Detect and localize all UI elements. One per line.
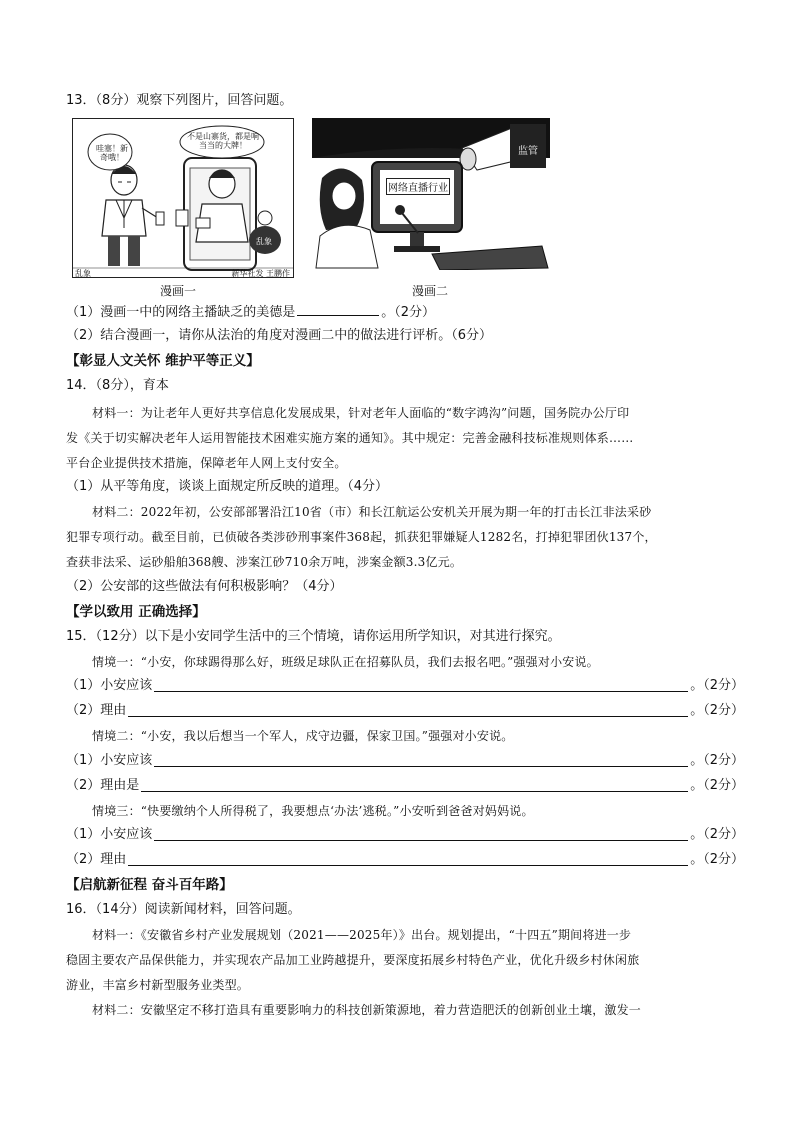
q14-material1-line1: 材料一：为让老年人更好共享信息化发展成果，针对老年人面临的“数字鸿沟”问题，国务院办公厅印 xyxy=(92,406,630,420)
cartoon-one-corner-left: 乱象 xyxy=(75,269,91,278)
q15-s3-a-blank[interactable] xyxy=(154,827,688,841)
q15-s2-b-blank[interactable] xyxy=(141,778,688,792)
q16-material1-line1: 材料一：《安徽省乡村产业发展规划（2021——2025年）》出台。规划提出，“十四五”期间将进一步 xyxy=(92,928,632,942)
q13-sub1-prefix: （1）漫画一中的网络主播缺乏的美德是 xyxy=(66,305,296,320)
q14-sub1: （1）从平等角度，谈谈上面规定所反映的道理。（4分） xyxy=(66,479,389,494)
cartoon-two xyxy=(312,118,550,270)
q15-s2-a-blank[interactable] xyxy=(154,753,688,767)
cartoon-one-credit: 新华社发 王鹏作 xyxy=(231,269,290,278)
q15-scenario3-answer1 xyxy=(66,826,744,844)
q15-scenario2: 情境二：“小安，我以后想当一个军人，戍守边疆，保家卫国。”强强对小安说。 xyxy=(92,729,514,743)
q16-material1-line2: 稳固主要农产品保供能力，并实现农产品加工业跨越提升，要深度拓展乡村特色产业，优化升级乡村休闲旅 xyxy=(66,953,640,967)
q13-sub1-suffix: 。（2分） xyxy=(381,305,436,320)
q15-s2-b-tail: 。（2分） xyxy=(690,778,744,793)
q15-title: 15．（12分）以下是小安同学生活中的三个情境，请你运用所学知识，对其进行探究。 xyxy=(66,629,561,644)
q15-s3-b-label: （2）理由 xyxy=(66,852,127,867)
cartoon-two-lamp-label: 监管 xyxy=(518,146,538,157)
q13-sub2: （2）结合漫画一，请你从法治的角度对漫画二中的做法进行评析。（6分） xyxy=(66,328,493,343)
q15-s3-b-blank[interactable] xyxy=(128,852,688,866)
cartoon-one xyxy=(72,118,294,278)
q13-sub1-blank[interactable] xyxy=(297,302,379,316)
q15-s3-a-label: （1）小安应该 xyxy=(66,827,153,842)
q14-title: 14．（8分），育本 xyxy=(66,378,169,393)
q15-s2-a-tail: 。（2分） xyxy=(690,753,744,768)
q15-scenario1-answer2 xyxy=(66,702,744,720)
q15-s1-b-tail: 。（2分） xyxy=(690,703,744,718)
cartoon-two-screen-label: 网络直播行业 xyxy=(386,178,450,195)
q15-s2-b-label: （2）理由是 xyxy=(66,778,140,793)
section-heading-choice: 【学以致用 正确选择】 xyxy=(66,604,206,620)
q14-sub2: （2）公安部的这些做法有何积极影响？（4分） xyxy=(66,579,343,594)
cartoon-two-caption: 漫画二 xyxy=(412,284,449,298)
q15-s1-b-blank[interactable] xyxy=(128,703,688,717)
q15-scenario3-answer2 xyxy=(66,851,744,869)
q16-title: 16．（14分）阅读新闻材料，回答问题。 xyxy=(66,902,301,917)
q16-material2-line1: 材料二：安徽坚定不移打造具有重要影响力的科技创新策源地，着力营造肥沃的创新创业土壤，激发一 xyxy=(92,1003,642,1017)
cartoon-one-caption: 漫画一 xyxy=(160,284,197,298)
q15-scenario3: 情境三：“快要缴纳个人所得税了，我要想点‘办法’逃税。”小安听到爸爸对妈妈说。 xyxy=(92,804,534,818)
q14-material1-line3: 平台企业提供技术措施，保障老年人网上支付安全。 xyxy=(66,456,347,470)
q15-s1-b-label: （2）理由 xyxy=(66,703,127,718)
q15-s1-a-tail: 。（2分） xyxy=(690,678,744,693)
cartoon-one-bag-label: 乱象 xyxy=(256,237,272,246)
q14-material1-line2: 发《关于切实解决老年人运用智能技术困难实施方案的通知》。其中规定：完善金融科技标准规则体系…… xyxy=(66,431,634,445)
q15-s3-b-tail: 。（2分） xyxy=(690,852,744,867)
section-heading-equality: 【彰显人文关怀 维护平等正义】 xyxy=(66,353,260,369)
section-heading-new-journey: 【启航新征程 奋斗百年路】 xyxy=(66,877,233,893)
q15-s3-a-tail: 。（2分） xyxy=(690,827,744,842)
cartoon-one-bubble-right: 不是山寨货，都是响当当的大牌！ xyxy=(187,132,259,150)
q14-material2-line2: 犯罪专项行动。截至目前，已侦破各类涉砂刑事案件368起，抓获犯罪嫌疑人1282名，打掉犯罪团伙137个， xyxy=(66,530,657,544)
q15-scenario1-answer1 xyxy=(66,677,744,695)
q15-scenario1: 情境一：“小安，你球踢得那么好，班级足球队正在招募队员，我们去报名吧。”强强对小安说。 xyxy=(92,655,599,669)
cartoon-one-bubble-left: 哇塞！新奇哦！ xyxy=(96,144,128,162)
q15-s2-a-label: （1）小安应该 xyxy=(66,753,153,768)
q15-s1-a-label: （1）小安应该 xyxy=(66,678,153,693)
q14-material2-line1: 材料二：2022年初，公安部部署沿江10省（市）和长江航运公安机关开展为期一年的打击长江非法采砂 xyxy=(92,505,652,519)
q13-title: 13．（8分）观察下列图片，回答问题。 xyxy=(66,93,293,108)
q13-sub1 xyxy=(66,302,738,322)
cartoon-one-drawing xyxy=(72,118,294,278)
q14-material2-line3: 查获非法采、运砂船舶368艘、涉案江砂710余万吨，涉案金额3.3亿元。 xyxy=(66,555,463,569)
q15-scenario2-answer1 xyxy=(66,752,744,770)
q16-material1-line3: 游业，丰富乡村新型服务业类型。 xyxy=(66,978,250,992)
q15-s1-a-blank[interactable] xyxy=(154,678,688,692)
q15-scenario2-answer2 xyxy=(66,777,744,795)
